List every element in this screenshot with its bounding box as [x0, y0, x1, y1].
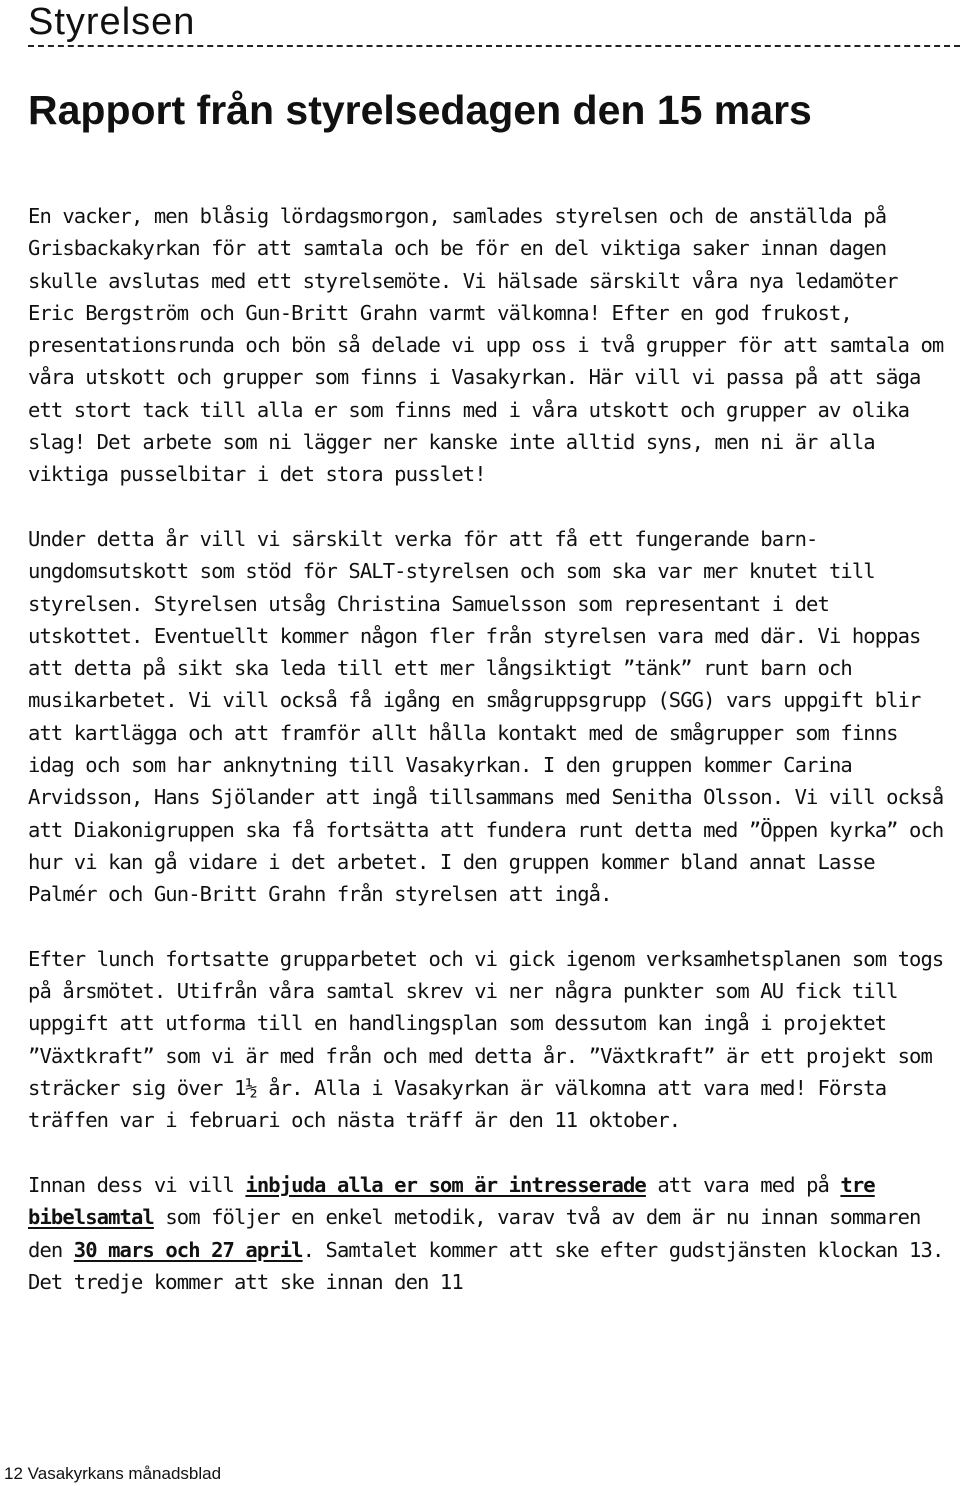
page-number: 12 — [4, 1464, 23, 1483]
paragraph-intro: En vacker, men blåsig lördagsmorgon, samlades styrelsen och de anställda på Grisbackakyrkan för att samtala och be för en del viktiga saker innan dagen skulle avslutas med ett styrelsemöte. Vi hälsade särskilt våra nya ledamöter Eric Bergström och Gun-Britt Grahn varmt välkomna! Efter en god frukost, presentationsrunda och bön så delade vi upp oss i två grupper för att samtala om våra utskott och grupper som finns i Vasakyrkan. Här vill vi passa på att säga ett stort tack till alla er som finns med i våra utskott och grupper av olika slag! Det arbete som ni lägger ner kanske inte alltid syns, men ni är alla viktiga pusselbitar i det stora pusslet! — [28, 204, 944, 487]
text-segment: . Samtalet kommer att ske efter gudstjänsten klockan 13. Det tredje kommer att ske innan den 11 — [28, 1237, 944, 1294]
section-header: Styrelsen — [28, 1, 196, 43]
article-title: Rapport från styrelsedagen den 15 mars — [28, 87, 812, 133]
emphasis-invite: inbjuda alla er som är intresserade — [245, 1172, 646, 1197]
page-footer — [4, 1464, 221, 1484]
paragraph-bible-study — [28, 1169, 950, 1298]
paragraph-afternoon: Efter lunch fortsatte grupparbetet och vi gick igenom verksamhetsplanen som togs på årsmötet. Utifrån våra samtal skrev vi ner några punkter som AU fick till uppgift att utforma till en handlingsplan som dessutom kan ingå i projektet ”Växtkraft” som vi är med från och med detta år. ”Växtkraft” är ett projekt som sträcker sig över 1½ år. Alla i Vasakyrkan är välkomna att vara med! Första träffen var i februari och nästa träff är den 11 oktober. — [28, 946, 944, 1133]
text-segment: Innan dess vi vill — [28, 1172, 246, 1197]
text-segment: som följer en enkel metodik, varav två av dem är nu innan sommaren den — [28, 1205, 921, 1262]
emphasis-dates: 30 mars och 27 april — [73, 1237, 303, 1262]
dashed-divider — [28, 45, 960, 47]
paragraph-goals: Under detta år vill vi särskilt verka för att få ett fungerande barn- ungdomsutskott som stöd för SALT-styrelsen och som ska var mer knutet till styrelsen. Styrelsen utsåg Christina Samuelsson som representant i det utskottet. Eventuellt kommer någon fler från styrelsen vara med där. Vi hoppas att detta på sikt ska leda till ett mer långsiktigt ”tänk” runt barn och musikarbetet. Vi vill också få igång en smågruppsgrupp (SGG) vars uppgift blir att kartlägga och att framför allt hålla kontakt med de smågrupper som finns idag och som har anknytning till Vasakyrkan. I den gruppen kommer Carina Arvidsson, Hans Sjölander att ingå tillsammans med Senitha Olsson. Vi vill också att Diakonigruppen ska få fortsätta att fundera runt detta med ”Öppen kyrka” och hur vi kan gå vidare i det arbetet. I den gruppen kommer bland annat Lasse Palmér och Gun-Britt Grahn från styrelsen att ingå. — [28, 526, 944, 907]
text-segment: att vara med på — [645, 1172, 841, 1197]
emphasis-bible-talks: tre bibelsamtal — [28, 1172, 875, 1230]
publication-name: Vasakyrkans månadsblad — [27, 1464, 222, 1483]
article-body — [28, 200, 950, 1330]
